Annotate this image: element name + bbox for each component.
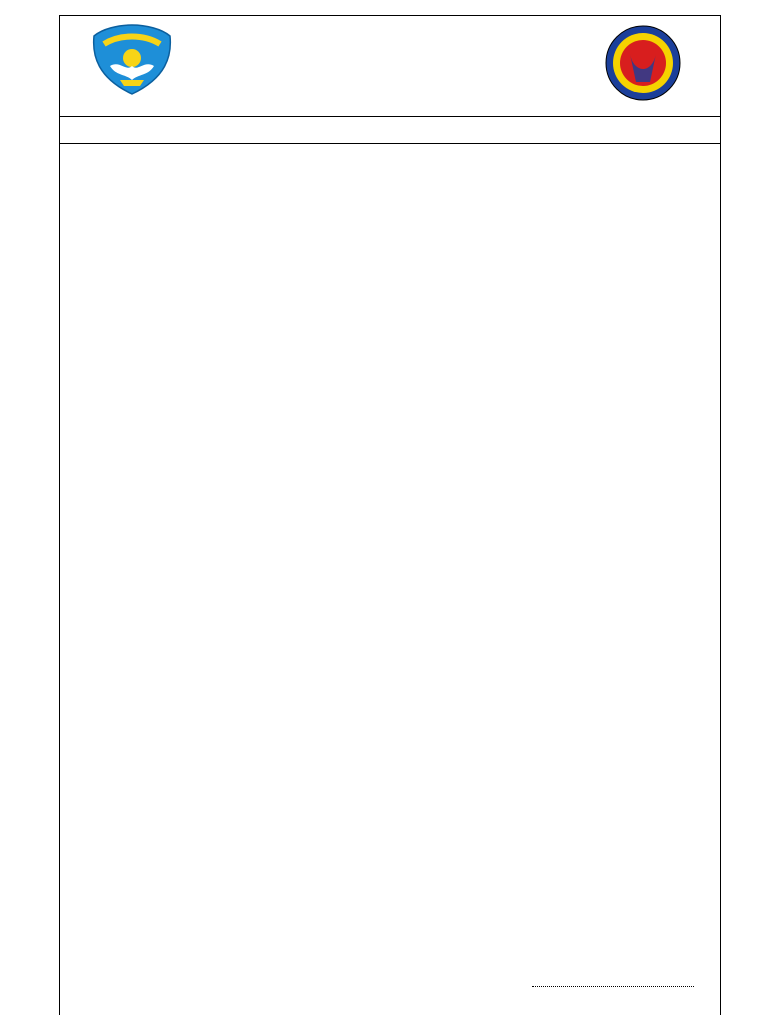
signature-line [532,986,694,987]
form-title [60,116,720,144]
tut-wuri-handayani-logo [90,22,174,96]
form-page [59,15,721,1015]
school-logo [604,24,682,102]
letterhead [60,16,720,116]
